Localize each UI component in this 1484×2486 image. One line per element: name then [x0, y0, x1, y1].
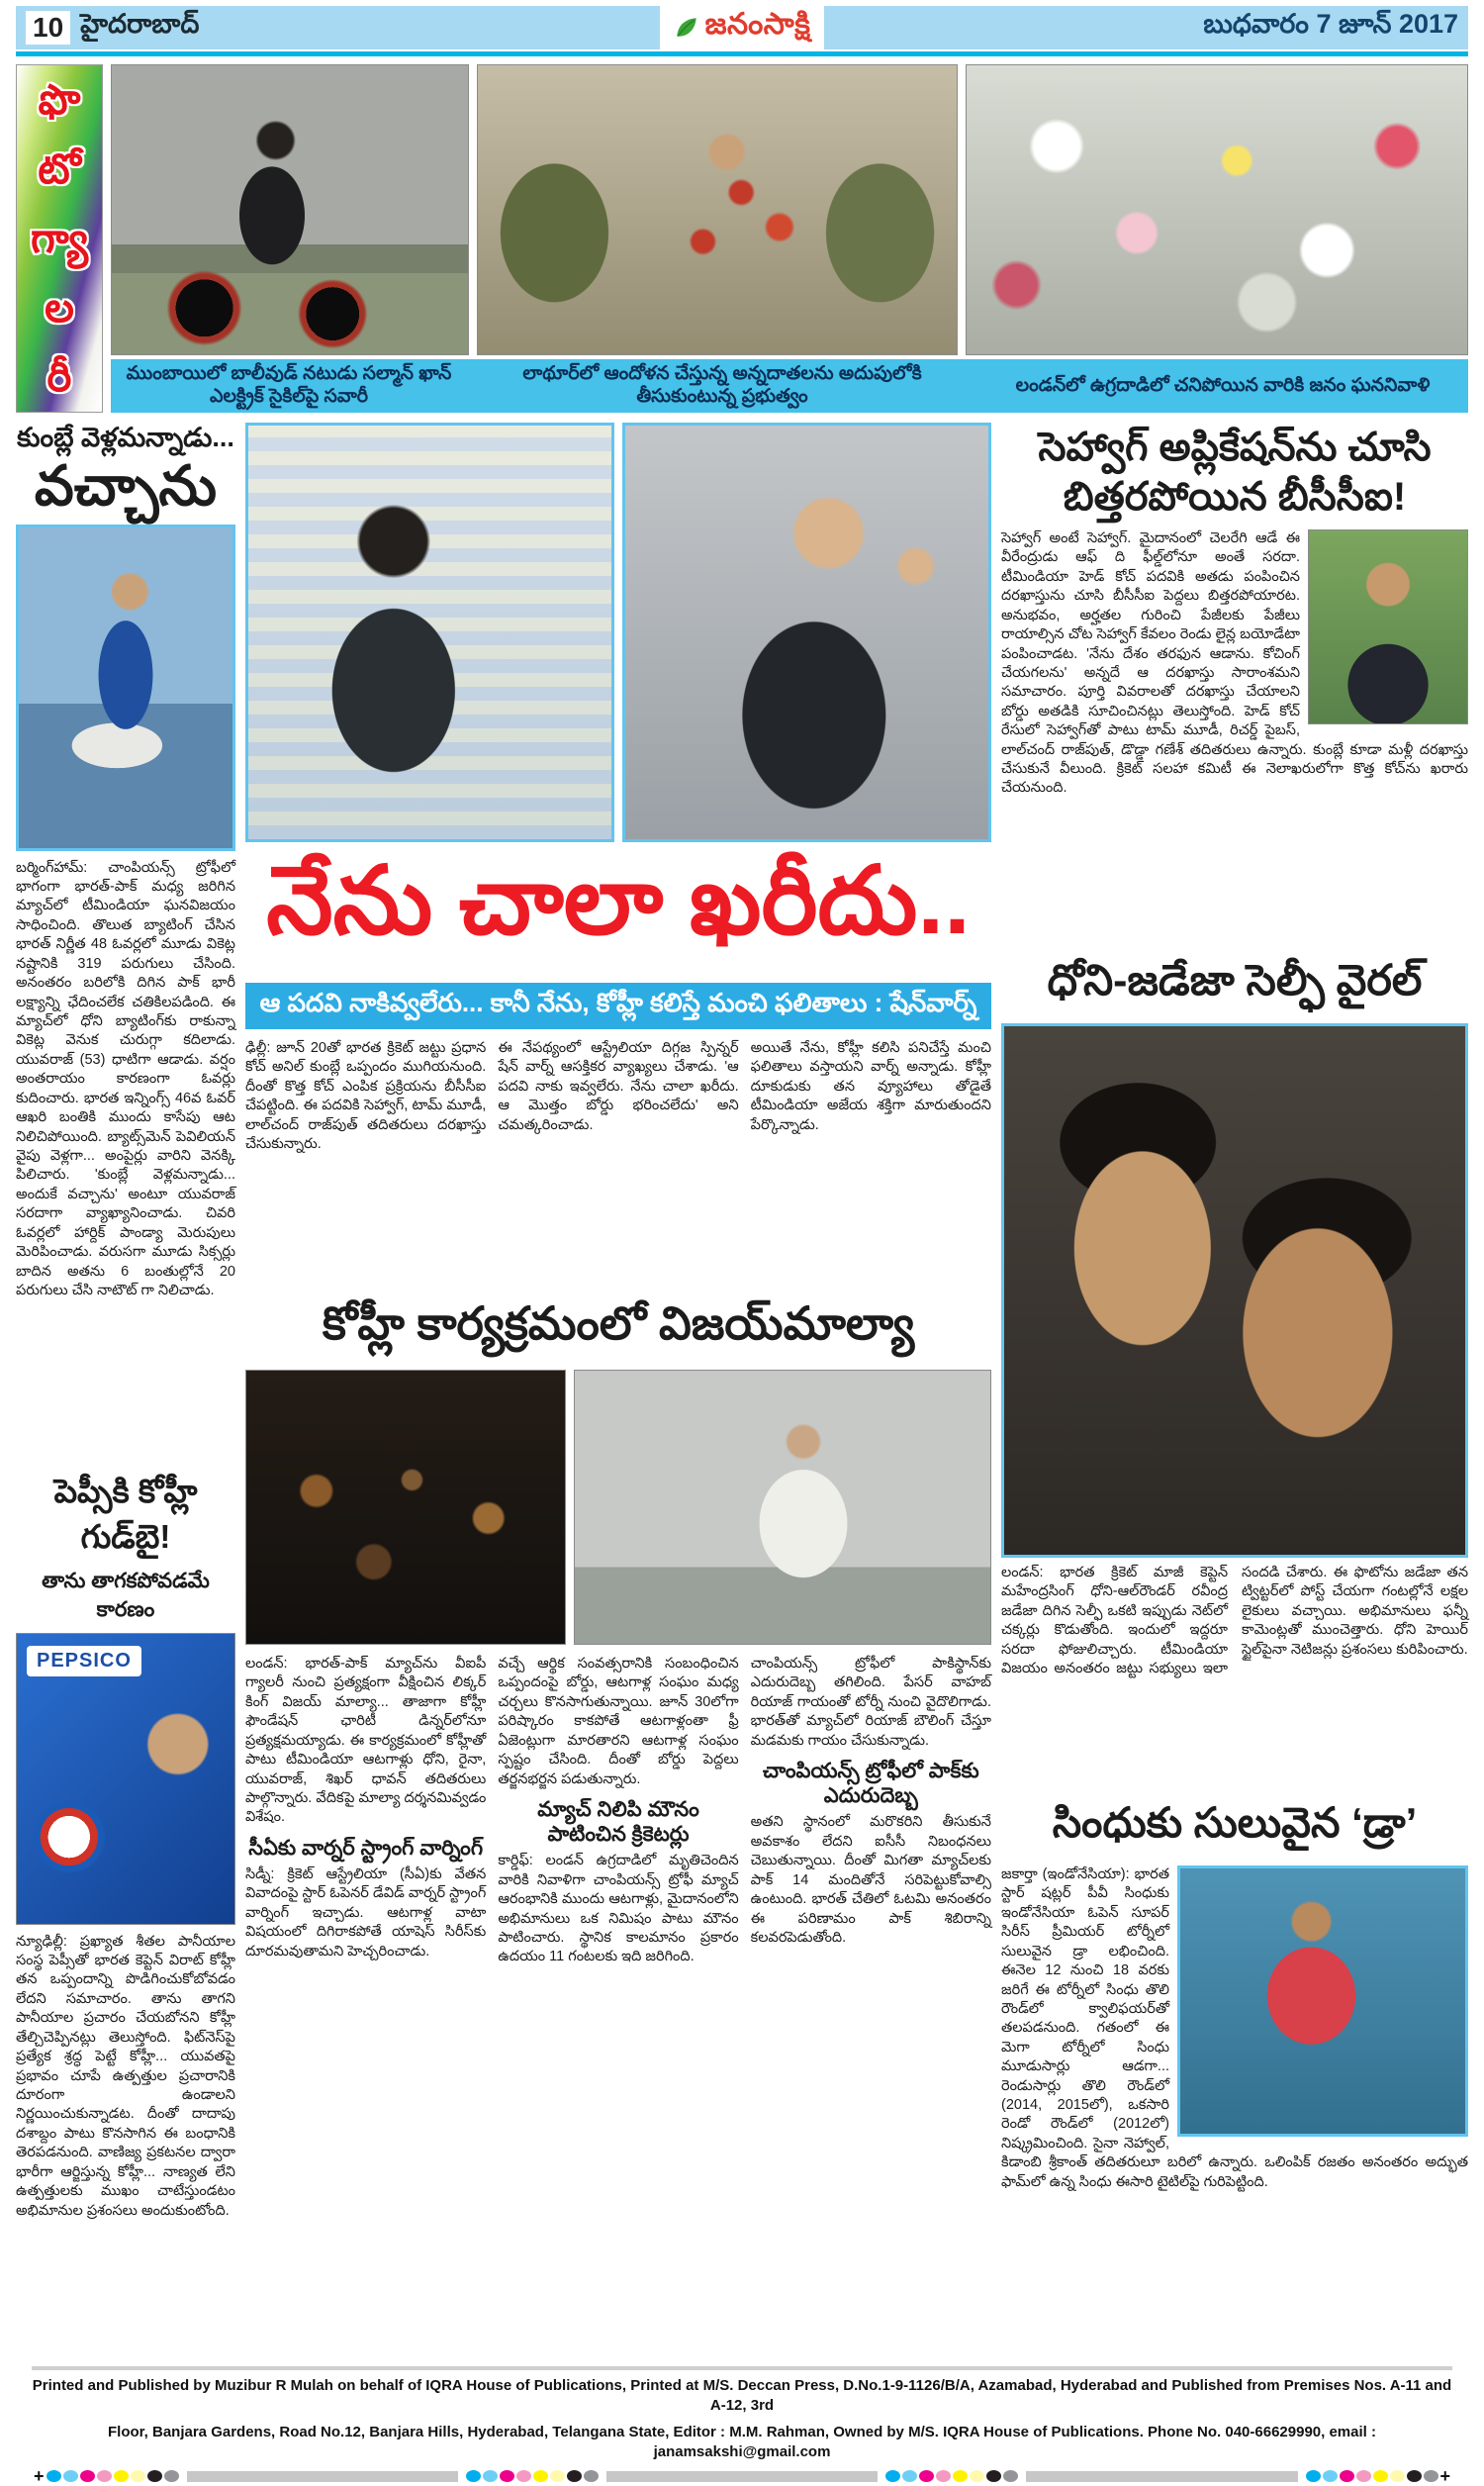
kumble-article-headline: వచ్చాను — [34, 454, 218, 518]
pepsi-article-subhead: తాను తాగకపోవడమే కారణం — [42, 1569, 210, 1621]
header-left — [16, 6, 660, 49]
mallya-article-photo-row — [245, 1370, 991, 1645]
pak-setback-subhead: చాంపియన్స్ ట్రోఫీలో పాక్‌కు ఎదురుదెబ్బ — [762, 1760, 979, 1808]
registration-mark: + — [34, 2466, 45, 2486]
cmyk-dots — [885, 2470, 1018, 2482]
newspaper-masthead: జనంసాక్షి — [704, 7, 811, 41]
kumble-article-kicker: కుంబ్లే వెళ్లమన్నాడు... — [17, 423, 234, 452]
pak-setback-body-a: చాంపియన్స్ ట్రోఫీలో పాకిస్థాన్‌కు ఎదురుదెబ్బ తగిలింది. పేసర్ వాహబ్ రియాజ్ గాయంతో టోర్నీ నుంచి వైదొలిగాడు. భారత్‌తో మ్యాచ్‌లో రియాజ్ బౌలింగ్ చేస్తూ మడమకు గాయం చేసుకున్నాడు. — [750, 1656, 991, 1749]
imprint-line-2: Floor, Banjara Gardens, Road No.12, Banjara Hills, Hyderabad, Telangana State, Editor : M.M. Rahman, Owned by M/S. IQRA House of Publications. Phone No. 040-66629990, email : janamsakshi@gmail.com — [108, 2423, 1376, 2460]
photo-kohli-pepsi — [16, 1633, 235, 1925]
issue-date: బుధవారం 7 జూన్ 2017 — [1203, 9, 1459, 39]
photo-salman-khan-electric-cycle — [111, 64, 469, 355]
sehwag-headline-line2: బిత్తరపోయిన బీసీసీఐ! — [1063, 475, 1407, 519]
pay-dispute-body: వచ్చే ఆర్థిక సంవత్సరానికి సంబంధించిన ఒప్పందంపై బోర్డు, ఆటగాళ్ల సంఘం మధ్య చర్చలు కొనసాగుతున్నాయి. జూన్ 30లోగా పరిష్కారం కాకపోతే ఆటగాళ్లంతా ఫ్రీ ఏజెంట్లుగా మారతారని ఆటగాళ్ల సంఘం స్పష్టం చేసింది. దీంతో బోర్డు పెద్దలు తర్జనభర్జన పడుతున్నారు. — [498, 1656, 739, 1787]
gallery-photo-row — [111, 64, 1468, 355]
warne-article-strap: ఆ పదవి నాకివ్వలేరు... కానీ నేను, కోహ్లీ కలిస్తే మంచి ఫలితాలు : షేన్‌వార్న్ — [245, 983, 991, 1029]
gallery-photos-area — [111, 64, 1468, 413]
pepsi-article-body: న్యూఢిల్లీ: ప్రఖ్యాత శీతల పానీయాల సంస్థ పెప్సీతో భారత కెప్టెన్ విరాట్ కోహ్లీ తన ఒప్పందాన్ని పొడిగించుకోబోవడం లేదని సమాచారం. తాను తాగని పానీయాల ప్రచారం చేయబోనని కోహ్లీ తేల్చిచెప్పినట్లు తెలుస్తోంది. ఫిట్‌నెస్‌పై ప్రత్యేక శ్రద్ధ పెట్టే కోహ్లీ... యువతపై ప్రభావం చూపే ఉత్పత్తుల ప్రచారానికి దూరంగా ఉండాలని నిర్ణయించుకున్నాడట. దీంతో దాదాపు దశాబ్దం పాటు కొనసాగిన ఈ బంధానికి తెరపడనుంది. వాణిజ్య ప్రకటనల ద్వారా భారీగా ఆర్జిస్తున్న కోహ్లీ... నాణ్యత లేని ఉత్పత్తులకు ముఖం చాటేస్తుండటం అభిమానుల ప్రశంసలు అందుకుంటోంది. — [16, 1933, 235, 2219]
sehwag-body-text: సెహ్వాగ్ అంటే సెహ్వాగ్. మైదానంలో చెలరేగి ఆడే ఈ వీరేంద్రుడు ఆఫ్ ది ఫీల్డ్‌లోనూ అంతే సరదా. టీమిండియా హెడ్ కోచ్ పదవికి అతడు పంపించిన దరఖాస్తును చూసి బీసీసీఐ పెద్దలు బిత్తరపోయారట. అనుభవం, అర్హతల గురించి పేజీలకు పేజీలు రాయాల్సిన చోట సెహ్వాగ్ కేవలం రెండు లైన్ల బయోడేటా పంపించాడట. 'నేను దేశం తరఫున ఆడాను. కోచింగ్ చేయగలను' అన్నదే ఆ దరఖాస్తు సారాంశమని సమాచారం. పూర్తి వివరాలతో దరఖాస్తు చేయాలని బోర్డు అతడికి సూచించినట్లు తెలుస్తోంది. హెడ్ కోచ్ రేసులో సెహ్వాగ్‌తో పాటు టామ్ మూడీ, రిచర్డ్ పైబస్, లాల్‌చంద్ రాజ్‌పుత్, డొడ్డా గణేశ్ తదితరులు ఉన్నారు. కుంబ్లే కూడా మళ్లీ దరఖాస్తు చేసుకునే వీలుంది. క్రికెట్ సలహా కమిటీ ఈ నెలాఖరులోగా కొత్త కోచ్‌ను ఖరారు చేయనుంది. — [1001, 530, 1468, 797]
mallya-body-col1 — [245, 1655, 486, 2352]
kumble-article-body: బర్మింగ్‌హామ్: చాంపియన్స్ ట్రోఫీలో భాగంగా భారత్-పాక్ మధ్య జరిగిన మ్యాచ్‌లో టీమిండియా ఘనవిజయం సాధించింది. తొలుత బ్యాటింగ్ చేసిన భారత్ నిర్ణీత 48 ఓవర్లలో మూడు వికెట్ల నష్టానికి 319 పరుగులు చేసింది. అనంతరం బరిలోకి దిగిన పాక్ భారీ లక్ష్యాన్ని ఛేదించలేక చతికిలపడింది. ఈ మ్యాచ్‌లో ధోని బ్యాటింగ్‌కు రాకున్నా వికెట్ల వెనుక చురుగ్గా కదిలాడు. యువరాజ్ (53) ధాటిగా ఆడాడు. వర్షం అంతరాయం కారణంగా ఓవర్లు కుదించారు. భారత ఇన్నింగ్స్ 46వ ఓవర్ ఆఖరి బంతికి ముందు కాసేపు ఆట నిలిచిపోయింది. బ్యాట్స్‌మెన్ పెవిలియన్ వైపు వెళ్లగా... అంపైర్లు వారిని వెనక్కి పిలిచారు. 'కుంబ్లే వెళ్లమన్నాడు... అందుకే వచ్చాను' అంటూ యువరాజ్ సరదాగా వ్యాఖ్యానించాడు. చివరి ఓవర్లలో హార్దిక్ పాండ్యా మెరుపులు మెరిపించాడు. వరుసగా మూడు సిక్సర్లు బాదిన అతను 6 బంతుల్లోనే 20 పరుగులు చేసి నాటౌట్ గా నిలిచాడు. — [16, 859, 235, 1298]
cmyk-dots — [46, 2470, 179, 2482]
sindhu-body-text: జకార్తా (ఇండోనేసియా): భారత స్టార్ షట్లర్ పీవీ సింధుకు ఇండోనేసియా ఓపెన్ సూపర్ సిరీస్ ప్రీమియర్ టోర్నీలో సులువైన డ్రా లభించింది. ఈనెల 12 నుంచి 18 వరకు జరిగే ఈ టోర్నీలో సింధు తొలి రౌండ్‌లో క్వాలిఫయర్‌తో తలపడనుంది. గతంలో ఈ మెగా టోర్నీలో సింధు మూడుసార్లు ఆడగా... రెండుసార్లు తొలి రౌండ్‌లో (2014, 2015లో), ఒకసారి రెండో రౌండ్‌లో (2012లో) నిష్క్రమించింది. సైనా నెహ్వాల్, కిడాంబి శ్రీకాంత్ తదితరులూ బరిలో ఉన్నారు. ఒలింపిక్ రజతం అనంతరం అద్భుత ఫామ్‌లో ఉన్న సింధు ఈసారి టైటిల్‌పై గురిపెట్టింది. — [1001, 1866, 1468, 2190]
cmyk-dots — [1306, 2470, 1438, 2482]
page-header — [16, 6, 1468, 49]
pepsi-article-headline: పెప్సీకి కోహ్లీ గుడ్‌బై! — [53, 1472, 198, 1555]
gallery-caption: ముంబాయిలో బాలీవుడ్ నటుడు సల్మాన్ ఖాన్ ఎలక్ట్రిక్ సైకిల్‌పై సవారీ — [126, 363, 452, 407]
mallya-body-col3 — [751, 1655, 991, 2352]
main-content — [16, 423, 1468, 2352]
silence-tribute-body: కార్డిఫ్: లండన్ ఉగ్రదాడిలో మృతిచెందిన వారికి నివాళిగా చాంపియన్స్ ట్రోఫీ మ్యాచ్ ఆరంభానికి ముందు ఆటగాళ్లు, మైదానంలోని అభిమానులు ఒక నిమిషం పాటు మౌనం పాటించారు. స్థానిక కాలమానం ప్రకారం ఉదయం 11 గంటలకు ఇది జరిగింది. — [498, 1853, 739, 1965]
dhoni-selfie-body: లండన్: భారత క్రికెట్ మాజీ కెప్టెన్ మహేంద్రసింగ్ ధోని-ఆల్‌రౌండర్ రవీంద్ర జడేజా దిగిన సెల్ఫీ ఒకటి ఇప్పుడు నెట్‌లో చక్కర్లు కొడుతోంది. ఇందులో ఇద్దరూ సరదా ఫోజులిచ్చారు. టీమిండియా విజయం అనంతరం జట్టు సభ్యులు ఇలా సందడి చేశారు. ఈ ఫొటోను జడేజా తన ట్విట్టర్‌లో పోస్ట్ చేయగా గంటల్లోనే లక్షల లైకులు వచ్చాయి. అభిమానులు ఫన్నీ కామెంట్లతో ముంచెత్తారు. ధోని హెయిర్ స్టైల్‌పైనా నెటిజన్లు ప్రశంసలు కురిపించారు. — [1001, 1565, 1468, 1677]
photo-pv-sindhu — [1177, 1865, 1468, 2137]
warne-article-body-col3: అయితే నేను, కోహ్లీ కలిసి పనిచేస్తే మంచి ఫలితాలు వస్తాయని వార్న్ అన్నాడు. కోహ్లీ దూకుడుకు తన వ్యూహాలు తోడైతే టీమిండియా అజేయ శక్తిగా మారుతుందని పేర్కొన్నాడు. — [750, 1040, 991, 1133]
photo-vijay-mallya — [574, 1370, 991, 1645]
silence-tribute-subhead: మ్యాచ్ నిలిపి మౌనం పాటించిన క్రికెటర్లు — [537, 1797, 699, 1847]
photo-charity-gala-stage — [245, 1370, 566, 1645]
warner-warning-body: సిడ్నీ: క్రికెట్ ఆస్ట్రేలియా (సీఏ)కు వేతన వివాదంపై స్టార్ ఓపెనర్ డేవిడ్ వార్నర్ స్ట్రాంగ్ వార్నింగ్ ఇచ్చాడు. ఆటగాళ్ల వాటా విషయంలో దిగిరాకపోతే యాషెస్ సిరీస్‌కు దూరమవుతామని హెచ్చరించాడు. — [245, 1865, 487, 1960]
cmyk-dots — [466, 2470, 599, 2482]
sehwag-headline-line1: సెహ్వాగ్ అప్లికేషన్‌ను చూసి — [1038, 426, 1432, 469]
masthead-block — [660, 6, 825, 49]
center-column — [245, 423, 991, 2352]
mallya-article-headline: కోహ్లీ కార్యక్రమంలో విజయ్‌మాల్యా — [322, 1297, 915, 1349]
photo-virender-sehwag — [1308, 529, 1468, 724]
header-rule — [16, 51, 1468, 56]
gallery-caption: లండన్‌లో ఉగ్రదాడిలో చనిపోయిన వారికి జనం ఘననివాళి — [1015, 374, 1431, 396]
sehwag-article-body — [1001, 529, 1468, 943]
registration-mark: + — [1439, 2466, 1451, 2486]
warner-warning-subhead: సీఏకు వార్నర్ స్ట్రాంగ్ వార్నింగ్ — [248, 1836, 484, 1860]
mallya-body-col2 — [498, 1655, 738, 2352]
page-number: 10 — [26, 11, 70, 45]
gallery-banner-letter: రీ — [46, 352, 72, 400]
photo-batsman-yuvraj — [16, 525, 235, 851]
right-column — [1001, 423, 1468, 2352]
sindhu-article-headline: సింధుకు సులువైన ‘డ్రా’ — [1052, 1799, 1418, 1846]
gallery-banner-letter: టో — [38, 144, 81, 192]
mallya-body-text: లండన్: భారత్-పాక్ మ్యాచ్‌ను వీఐపీ గ్యాలరీ నుంచి ప్రత్యక్షంగా వీక్షించిన లిక్కర్ కింగ్ విజయ్ మాల్యా... తాజాగా కోహ్లీ ఫౌండేషన్ ఛారిటీ డిన్నర్‌లోనూ ప్రత్యక్షమయ్యాడు. ఈ కార్యక్రమంలో కోహ్లీతో పాటు టీమిండియా ఆటగాళ్లు ధోని, రైనా, యువరాజ్, శిఖర్ ధావన్ తదితరులు పాల్గొన్నారు. వేదికపై మాల్యా దర్శనమివ్వడం విశేషం. — [245, 1656, 487, 1826]
photo-kohli-press-conference — [245, 423, 614, 842]
registration-bar — [187, 2471, 458, 2482]
warne-article-body-col1: ఢిల్లీ: జూన్ 20తో భారత క్రికెట్ జట్టు ప్రధాన కోచ్ అనిల్ కుంబ్లే ఒప్పందం ముగియనుంది. దీంతో కొత్త కోచ్ ఎంపిక ప్రక్రియను బీసీసీఐ చేపట్టింది. ఈ పదవికి సెహ్వాగ్, టామ్ మూడీ, లాల్‌చంద్ రాజ్‌పుత్ తదితరులు దరఖాస్తు చేసుకున్నారు. — [245, 1040, 487, 1153]
masthead-leaf-icon — [674, 15, 699, 41]
imprint-line-1: Printed and Published by Muzibur R Mulah on behalf of IQRA House of Publications, Printed at M/S. Deccan Press, D.No.1-9-1126/B/A, Azamabad, Hyderabad and Published from Premises Nos. A-11 and A-12, 3rd — [32, 2377, 1452, 2415]
footer-rule — [32, 2366, 1452, 2370]
photo-london-floral-tribute — [966, 64, 1468, 355]
photo-farmers-protest-latur — [477, 64, 958, 355]
left-column — [16, 423, 235, 2352]
gallery-banner-letter: గ్యా — [31, 214, 88, 261]
page-footer — [32, 2366, 1452, 2484]
photo-gallery-banner — [16, 64, 103, 413]
warne-article-headline: నేను చాలా ఖరీదు.. — [266, 848, 971, 954]
gallery-banner-letter: ల — [45, 283, 74, 331]
sehwag-article-headline — [1001, 423, 1468, 522]
photo-dhoni-jadeja-selfie — [1001, 1023, 1468, 1558]
sindhu-article-body — [1001, 1865, 1468, 2352]
dhoni-selfie-headline: ధోని-జడేజా సెల్ఫీ వైరల్ — [1047, 957, 1423, 1004]
registration-bar — [1026, 2471, 1297, 2482]
header-right — [824, 6, 1468, 49]
warne-article-photo-row — [245, 423, 991, 842]
warne-article-body-col2: ఈ నేపథ్యంలో ఆస్ట్రేలియా దిగ్గజ స్పిన్నర్ షేన్ వార్న్ ఆసక్తికర వ్యాఖ్యలు చేశాడు. 'ఆ పదవి నాకు ఇవ్వలేరు. నేను చాలా ఖరీదు. ఆ మొత్తం బోర్డు భరించలేదు' అని చమత్కరించాడు. — [498, 1040, 739, 1133]
photo-shane-warne — [622, 423, 991, 842]
city-label: హైదరాబాద్ — [80, 9, 200, 39]
gallery-banner-letter: ఫొ — [38, 75, 81, 123]
gallery-caption: లాథూర్‌లో ఆందోళన చేస్తున్న అన్నదాతలను అదుపులోకి తీసుకుంటున్న ప్రభుత్వం — [522, 363, 922, 407]
mallya-article-body-columns — [245, 1655, 991, 2352]
pak-setback-body-b: అతని స్థానంలో మరొకరిని తీసుకునే అవకాశం లేదని ఐసీసీ నిబంధనలు చెబుతున్నాయి. దీంతో మిగతా మ్యాచ్‌లకు పాక్ 14 మందితోనే సరిపెట్టుకోవాల్సి ఉంటుంది. భారత్ చేతిలో ఓటమి అనంతరం ఈ పరిణామం పాక్ శిబిరాన్ని కలవరపెడుతోంది. — [750, 1814, 991, 1947]
gallery-caption-bar — [111, 359, 1468, 413]
registration-bar — [606, 2471, 878, 2482]
photo-gallery-section — [16, 64, 1468, 413]
pepsico-logo: PEPSICO — [27, 1646, 141, 1676]
print-registration-strip — [32, 2468, 1452, 2484]
warne-article-body-columns — [245, 1039, 991, 1285]
